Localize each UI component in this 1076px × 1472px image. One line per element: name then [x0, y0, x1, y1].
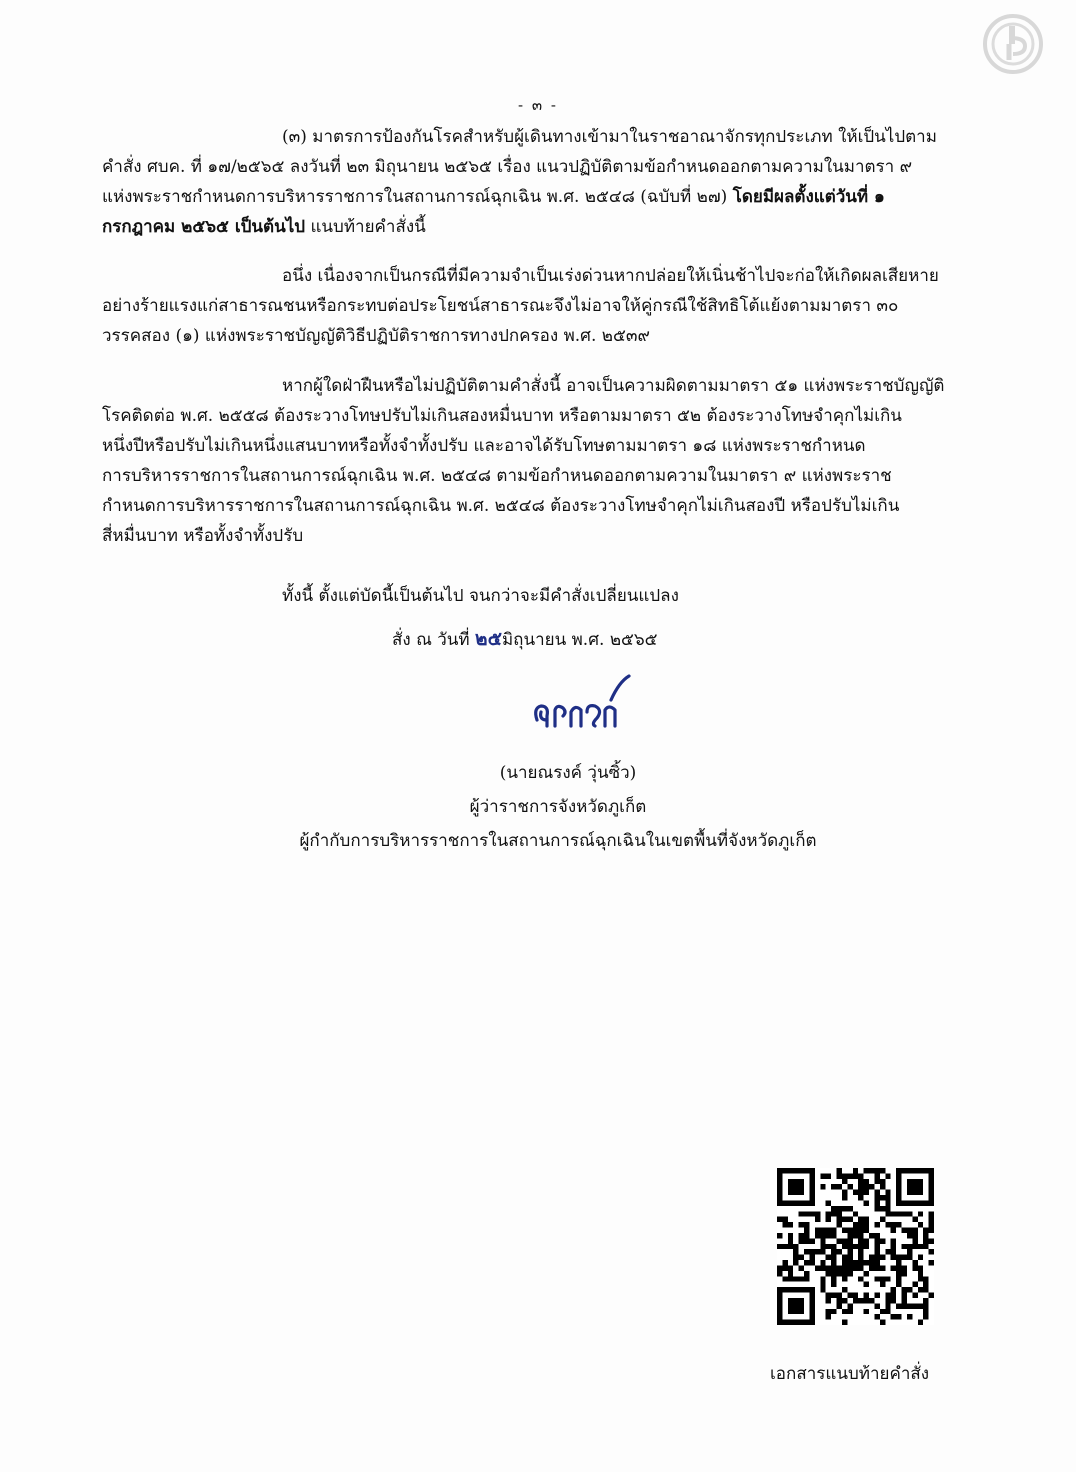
p1-line-2: คำสั่ง ศบค. ที่ ๑๗/๒๕๖๕ ลงวันที่ ๒๓ มิถุนายน ๒๕๖๕ เรื่อง แนวปฏิบัติตามข้อกำหนดออกตามความในมาตรา ๙	[102, 157, 913, 177]
paragraph-measure-3	[102, 122, 978, 242]
paragraph-urgency	[102, 261, 978, 351]
order-dateline	[392, 624, 658, 655]
p3-line-5: กำหนดการบริหารราชการในสถานการณ์ฉุกเฉิน พ.ศ. ๒๕๔๘ ต้องระวางโทษจำคุกไม่เกินสองปี หรือปรับไม่เกิน	[102, 496, 900, 516]
dateline-suffix: มิถุนายน พ.ศ. ๒๕๖๕	[501, 630, 658, 650]
signatory-position: ผู้ว่าราชการจังหวัดภูเก็ต	[469, 797, 647, 817]
p1-bold-effective: โดยมีผลตั้งแต่วันที่ ๑	[732, 187, 885, 207]
p2-line-2: อย่างร้ายแรงแก่สาธารณชนหรือกระทบต่อประโยชน์สาธารณะจึงไม่อาจให้คู่กรณีใช้สิทธิโต้แย้งตามมาตรา ๓๐	[102, 296, 899, 316]
p3-line-6: สี่หมื่นบาท หรือทั้งจำทั้งปรับ	[102, 526, 304, 546]
signatory-name: (นายณรงค์ วุ่นซิ้ว)	[499, 763, 637, 783]
p1-bold-date: กรกฎาคม ๒๕๖๕ เป็นต้นไป	[102, 217, 306, 237]
p2-line-3: วรรคสอง (๑) แห่งพระราชบัญญัติวิธีปฏิบัติราชการทางปกครอง พ.ศ. ๒๕๓๙	[102, 326, 650, 346]
page-number: - ๓ -	[518, 96, 558, 114]
closing-statement: ทั้งนี้ ตั้งแต่บัดนี้เป็นต้นไป จนกว่าจะมีคำสั่งเปลี่ยนแปลง	[282, 586, 679, 606]
p1-end: แนบท้ายคำสั่งนี้	[310, 217, 426, 237]
attachment-caption: เอกสารแนบท้ายคำสั่ง	[770, 1364, 930, 1384]
p3-line-4: การบริหารราชการในสถานการณ์ฉุกเฉิน พ.ศ. ๒๕๔๘ ตามข้อกำหนดออกตามความในมาตรา ๙ แห่งพระราช	[102, 466, 892, 486]
paragraph-penalty	[102, 371, 978, 551]
p2-line-1: อนึ่ง เนื่องจากเป็นกรณีที่มีความจำเป็นเร่งด่วนหากปล่อยให้เนิ่นช้าไปจะก่อให้เกิดผลเสียหาย	[282, 266, 939, 286]
qr-code-icon[interactable]	[777, 1168, 934, 1325]
p3-line-3: หนึ่งปีหรือปรับไม่เกินหนึ่งแสนบาทหรือทั้งจำทั้งปรับ และอาจได้รับโทษตามมาตรา ๑๘ แห่งพระราชกำหนด	[102, 436, 866, 456]
p1-line-1: (๓) มาตรการป้องกันโรคสำหรับผู้เดินทางเข้ามาในราชอาณาจักรทุกประเภท ให้เป็นไปตาม	[282, 127, 937, 147]
watermark-logo-icon	[981, 12, 1045, 76]
p3-line-2: โรคติดต่อ พ.ศ. ๒๕๕๘ ต้องระวางโทษปรับไม่เกินสองหมื่นบาท หรือตามมาตรา ๕๒ ต้องระวางโทษจำคุกไม่เกิน	[102, 406, 902, 426]
p3-line-1: หากผู้ใดฝ่าฝืนหรือไม่ปฏิบัติตามคำสั่งนี้ อาจเป็นความผิดตามมาตรา ๕๑ แห่งพระราชบัญญัติ	[282, 376, 945, 396]
dateline-day-handwritten: ๒๕	[475, 628, 502, 650]
signature-handwritten	[525, 668, 635, 738]
signatory-role: ผู้กำกับการบริหารราชการในสถานการณ์ฉุกเฉินในเขตพื้นที่จังหวัดภูเก็ต	[299, 831, 817, 851]
p1-line-3: แห่งพระราชกำหนดการบริหารราชการในสถานการณ์ฉุกเฉิน พ.ศ. ๒๕๔๘ (ฉบับที่ ๒๗)	[102, 187, 728, 207]
dateline-prefix: สั่ง ณ วันที่	[392, 630, 470, 650]
